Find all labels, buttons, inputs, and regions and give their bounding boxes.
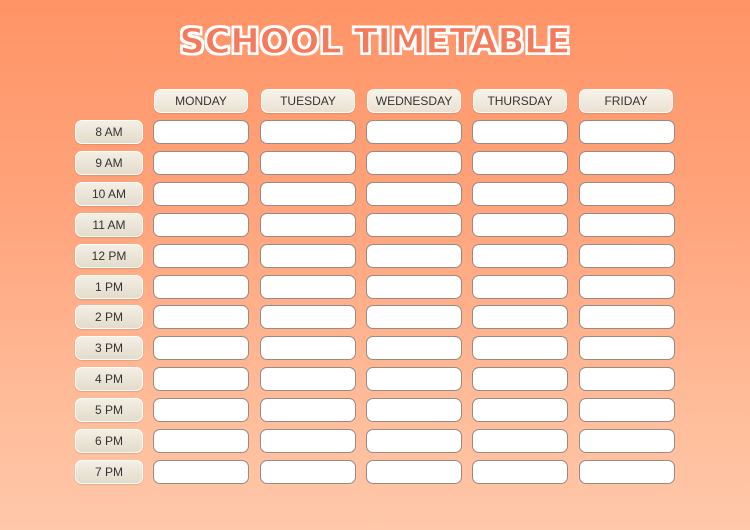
- day-header-wednesday: WEDNESDAY: [367, 89, 461, 113]
- timetable-cell-thursday[interactable]: [472, 336, 568, 360]
- timetable-cell-monday[interactable]: [153, 398, 249, 422]
- timetable-cell-wednesday[interactable]: [366, 244, 462, 268]
- timetable-cell-wednesday[interactable]: [366, 367, 462, 391]
- timetable-cell-thursday[interactable]: [472, 305, 568, 329]
- timetable-cell-friday[interactable]: [579, 367, 675, 391]
- timetable-cell-thursday[interactable]: [472, 213, 568, 237]
- timetable-cell-wednesday[interactable]: [366, 120, 462, 144]
- time-label: 9 AM: [75, 151, 143, 175]
- time-label: 6 PM: [75, 429, 143, 453]
- time-label: 10 AM: [75, 182, 143, 206]
- day-header-monday: MONDAY: [154, 89, 248, 113]
- timetable-cell-monday[interactable]: [153, 244, 249, 268]
- timetable-cell-tuesday[interactable]: [260, 460, 356, 484]
- timetable-cell-monday[interactable]: [153, 305, 249, 329]
- timetable-cell-thursday[interactable]: [472, 429, 568, 453]
- day-header-thursday: THURSDAY: [473, 89, 567, 113]
- timetable-cell-tuesday[interactable]: [260, 213, 356, 237]
- timetable-cell-monday[interactable]: [153, 367, 249, 391]
- timetable-cell-tuesday[interactable]: [260, 305, 356, 329]
- timetable-cell-tuesday[interactable]: [260, 398, 356, 422]
- timetable-cell-friday[interactable]: [579, 336, 675, 360]
- time-label: 8 AM: [75, 120, 143, 144]
- timetable-cell-friday[interactable]: [579, 120, 675, 144]
- timetable-cell-thursday[interactable]: [472, 367, 568, 391]
- time-label: 7 PM: [75, 460, 143, 484]
- timetable-cell-tuesday[interactable]: [260, 429, 356, 453]
- timetable-cell-thursday[interactable]: [472, 244, 568, 268]
- page-title: SCHOOL TIMETABLE: [179, 22, 571, 62]
- time-label: 1 PM: [75, 275, 143, 299]
- timetable-cell-thursday[interactable]: [472, 182, 568, 206]
- timetable-cell-tuesday[interactable]: [260, 244, 356, 268]
- timetable-cell-tuesday[interactable]: [260, 336, 356, 360]
- timetable-cell-tuesday[interactable]: [260, 275, 356, 299]
- timetable-cell-wednesday[interactable]: [366, 213, 462, 237]
- timetable-cell-friday[interactable]: [579, 182, 675, 206]
- timetable-cell-friday[interactable]: [579, 244, 675, 268]
- timetable-cell-tuesday[interactable]: [260, 182, 356, 206]
- timetable-cell-monday[interactable]: [153, 460, 249, 484]
- timetable-cell-wednesday[interactable]: [366, 151, 462, 175]
- time-label: 4 PM: [75, 367, 143, 391]
- timetable-cell-thursday[interactable]: [472, 120, 568, 144]
- timetable-cell-wednesday[interactable]: [366, 398, 462, 422]
- timetable-cell-monday[interactable]: [153, 151, 249, 175]
- timetable-cell-friday[interactable]: [579, 460, 675, 484]
- day-header-friday: FRIDAY: [579, 89, 673, 113]
- time-label: 3 PM: [75, 336, 143, 360]
- timetable-cell-friday[interactable]: [579, 398, 675, 422]
- timetable-cell-tuesday[interactable]: [260, 151, 356, 175]
- timetable-cell-wednesday[interactable]: [366, 275, 462, 299]
- timetable-cell-monday[interactable]: [153, 429, 249, 453]
- timetable-cell-friday[interactable]: [579, 429, 675, 453]
- timetable-cell-monday[interactable]: [153, 275, 249, 299]
- time-label: 2 PM: [75, 305, 143, 329]
- timetable-cell-wednesday[interactable]: [366, 305, 462, 329]
- timetable-cell-monday[interactable]: [153, 120, 249, 144]
- timetable-cell-monday[interactable]: [153, 336, 249, 360]
- timetable-cell-monday[interactable]: [153, 182, 249, 206]
- time-label: 11 AM: [75, 213, 143, 237]
- timetable-cell-tuesday[interactable]: [260, 367, 356, 391]
- timetable-cell-friday[interactable]: [579, 305, 675, 329]
- timetable-cell-thursday[interactable]: [472, 275, 568, 299]
- timetable-cell-friday[interactable]: [579, 151, 675, 175]
- timetable-cell-wednesday[interactable]: [366, 336, 462, 360]
- timetable-cell-friday[interactable]: [579, 213, 675, 237]
- timetable-cell-thursday[interactable]: [472, 398, 568, 422]
- time-label: 12 PM: [75, 244, 143, 268]
- timetable-cell-wednesday[interactable]: [366, 460, 462, 484]
- timetable-cell-wednesday[interactable]: [366, 429, 462, 453]
- timetable-cell-tuesday[interactable]: [260, 120, 356, 144]
- timetable-cell-thursday[interactable]: [472, 151, 568, 175]
- timetable-cell-monday[interactable]: [153, 213, 249, 237]
- timetable-cell-wednesday[interactable]: [366, 182, 462, 206]
- time-label: 5 PM: [75, 398, 143, 422]
- timetable-cell-friday[interactable]: [579, 275, 675, 299]
- timetable-cell-thursday[interactable]: [472, 460, 568, 484]
- day-header-tuesday: TUESDAY: [261, 89, 355, 113]
